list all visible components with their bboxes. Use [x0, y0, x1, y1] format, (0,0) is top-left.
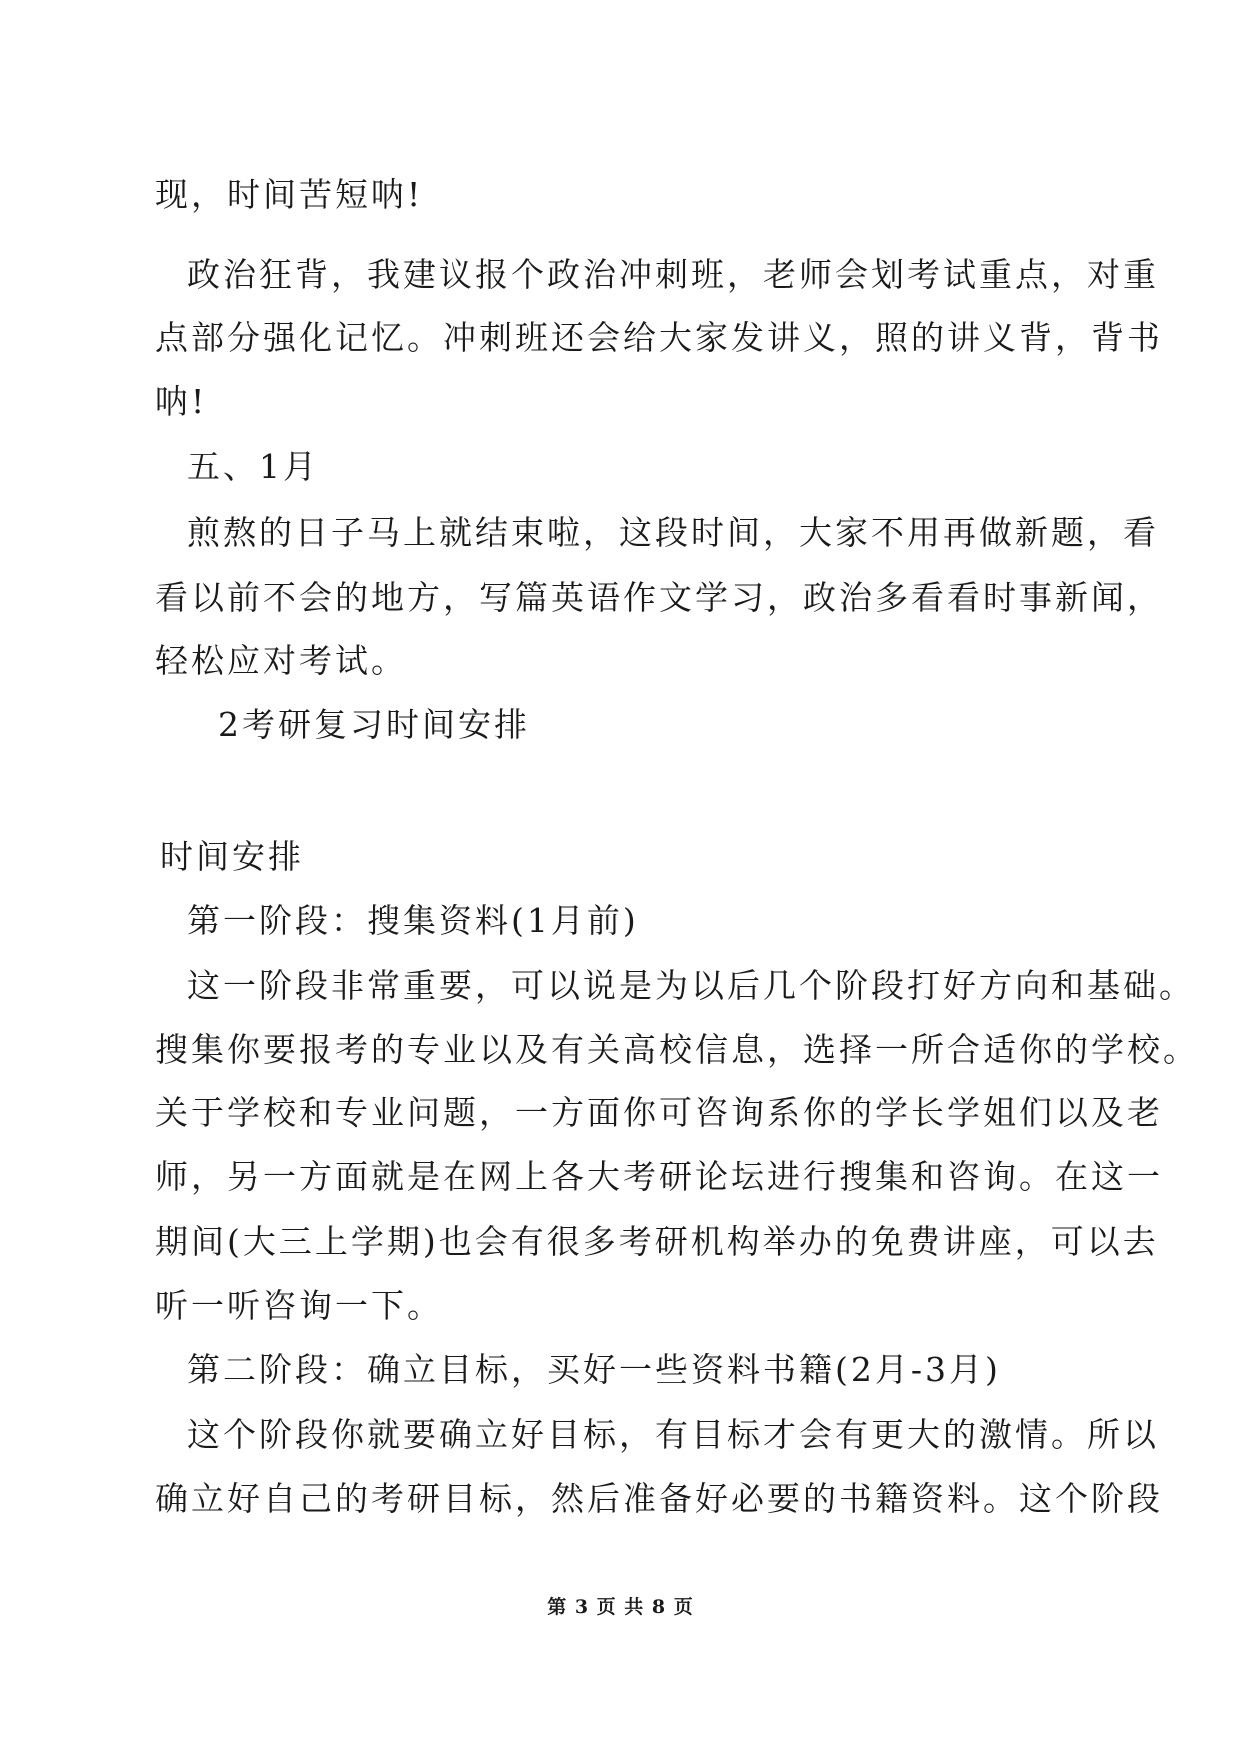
page-number-footer: 第 3 页 共 8 页 — [547, 1596, 694, 1618]
text-line: 听一听咨询一下。 — [155, 1286, 443, 1325]
text-line: 现，时间苦短呐! — [155, 175, 424, 214]
stage-heading: 第二阶段：确立目标，买好一些资料书籍(2月-3月) — [187, 1350, 1001, 1389]
text-line: 政治狂背，我建议报个政治冲刺班，老师会划考试重点，对重 — [187, 255, 1159, 294]
text-line: 看以前不会的地方，写篇英语作文学习，政治多看看时事新闻， — [155, 578, 1163, 617]
text-line: 关于学校和专业问题，一方面你可咨询系你的学长学姐们以及老 — [155, 1093, 1163, 1132]
text-line: 点部分强化记忆。冲刺班还会给大家发讲义，照的讲义背，背书 — [155, 318, 1163, 357]
text-line: 呐! — [155, 382, 208, 421]
section-heading: 时间安排 — [160, 837, 304, 876]
text-line: 师，另一方面就是在网上各大考研论坛进行搜集和咨询。在这一 — [155, 1157, 1163, 1196]
text-line: 轻松应对考试。 — [155, 641, 407, 680]
section-heading: 五、1月 — [187, 447, 319, 486]
text-line: 搜集你要报考的专业以及有关高校信息，选择一所合适你的学校。 — [155, 1030, 1199, 1069]
section-title: 2考研复习时间安排 — [218, 705, 530, 744]
stage-heading: 第一阶段：搜集资料(1月前) — [187, 901, 639, 940]
text-line: 煎熬的日子马上就结束啦，这段时间，大家不用再做新题，看 — [187, 513, 1159, 552]
text-line: 确立好自己的考研目标，然后准备好必要的书籍资料。这个阶段 — [155, 1479, 1163, 1518]
text-line: 期间(大三上学期)也会有很多考研机构举办的免费讲座，可以去 — [155, 1222, 1159, 1261]
text-line: 这个阶段你就要确立好目标，有目标才会有更大的激情。所以 — [187, 1415, 1159, 1454]
text-line: 这一阶段非常重要，可以说是为以后几个阶段打好方向和基础。 — [187, 966, 1195, 1005]
